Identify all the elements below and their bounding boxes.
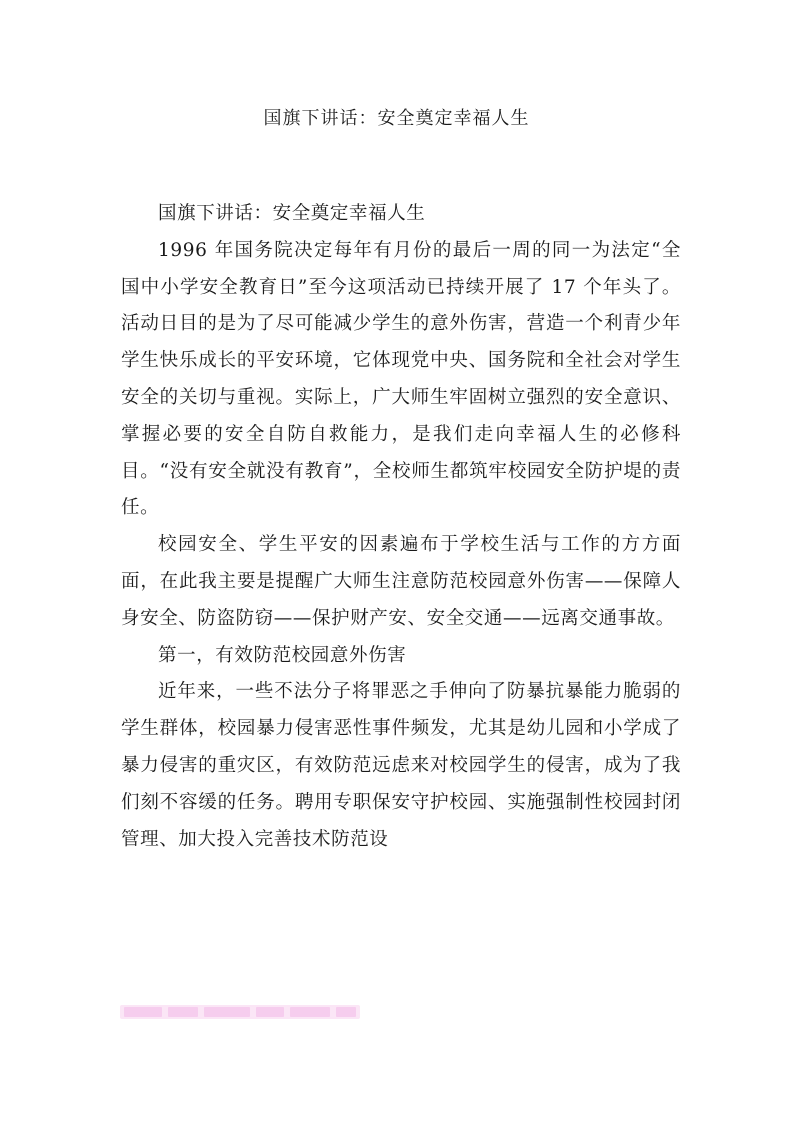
- document-body: [121, 196, 681, 858]
- paragraph-4: 第一，有效防范校园意外伤害: [158, 644, 407, 666]
- document-title: 国旗下讲话：安全奠定幸福人生: [263, 108, 530, 129]
- paragraph-1: 国旗下讲话：安全奠定幸福人生: [158, 203, 426, 224]
- paragraph-2: 1996 年国务院决定每年有月份的最后一周的同一为法定“全国中小学安全教育日”至今这项活动已持续开展了 17 个年头了。活动日目的是为了尽可能减少学生的意外伤害，营造一个利青少年学生快乐成长的平安环境，它体现党中央、国务院和全社会对学生安全的关切与重视。实际上，广大师生牢固树立强烈的安全意识、掌握必要的安全自防自救能力，是我们走向幸福人生的必修科目。“没有安全就没有教育”，全校师生都筑牢校园安全防护堤的责任。: [121, 239, 681, 519]
- faded-watermark: [120, 1005, 360, 1019]
- paragraph-3: 校园安全、学生平安的因素遍布于学校生活与工作的方方面面，在此我主要是提醒广大师生注意防范校园意外伤害——保障人身安全、防盗防窃——保护财产安、安全交通——远离交通事故。: [121, 534, 681, 629]
- paragraph-5: 近年来，一些不法分子将罪恶之手伸向了防暴抗暴能力脆弱的学生群体，校园暴力侵害恶性事件频发，尤其是幼儿园和小学成了暴力侵害的重灾区，有效防范远虑来对校园学生的侵害，成为了我们刻不容缓的任务。聘用专职保安守护校园、实施强制性校园封闭管理、加大投入完善技术防范设: [121, 681, 681, 850]
